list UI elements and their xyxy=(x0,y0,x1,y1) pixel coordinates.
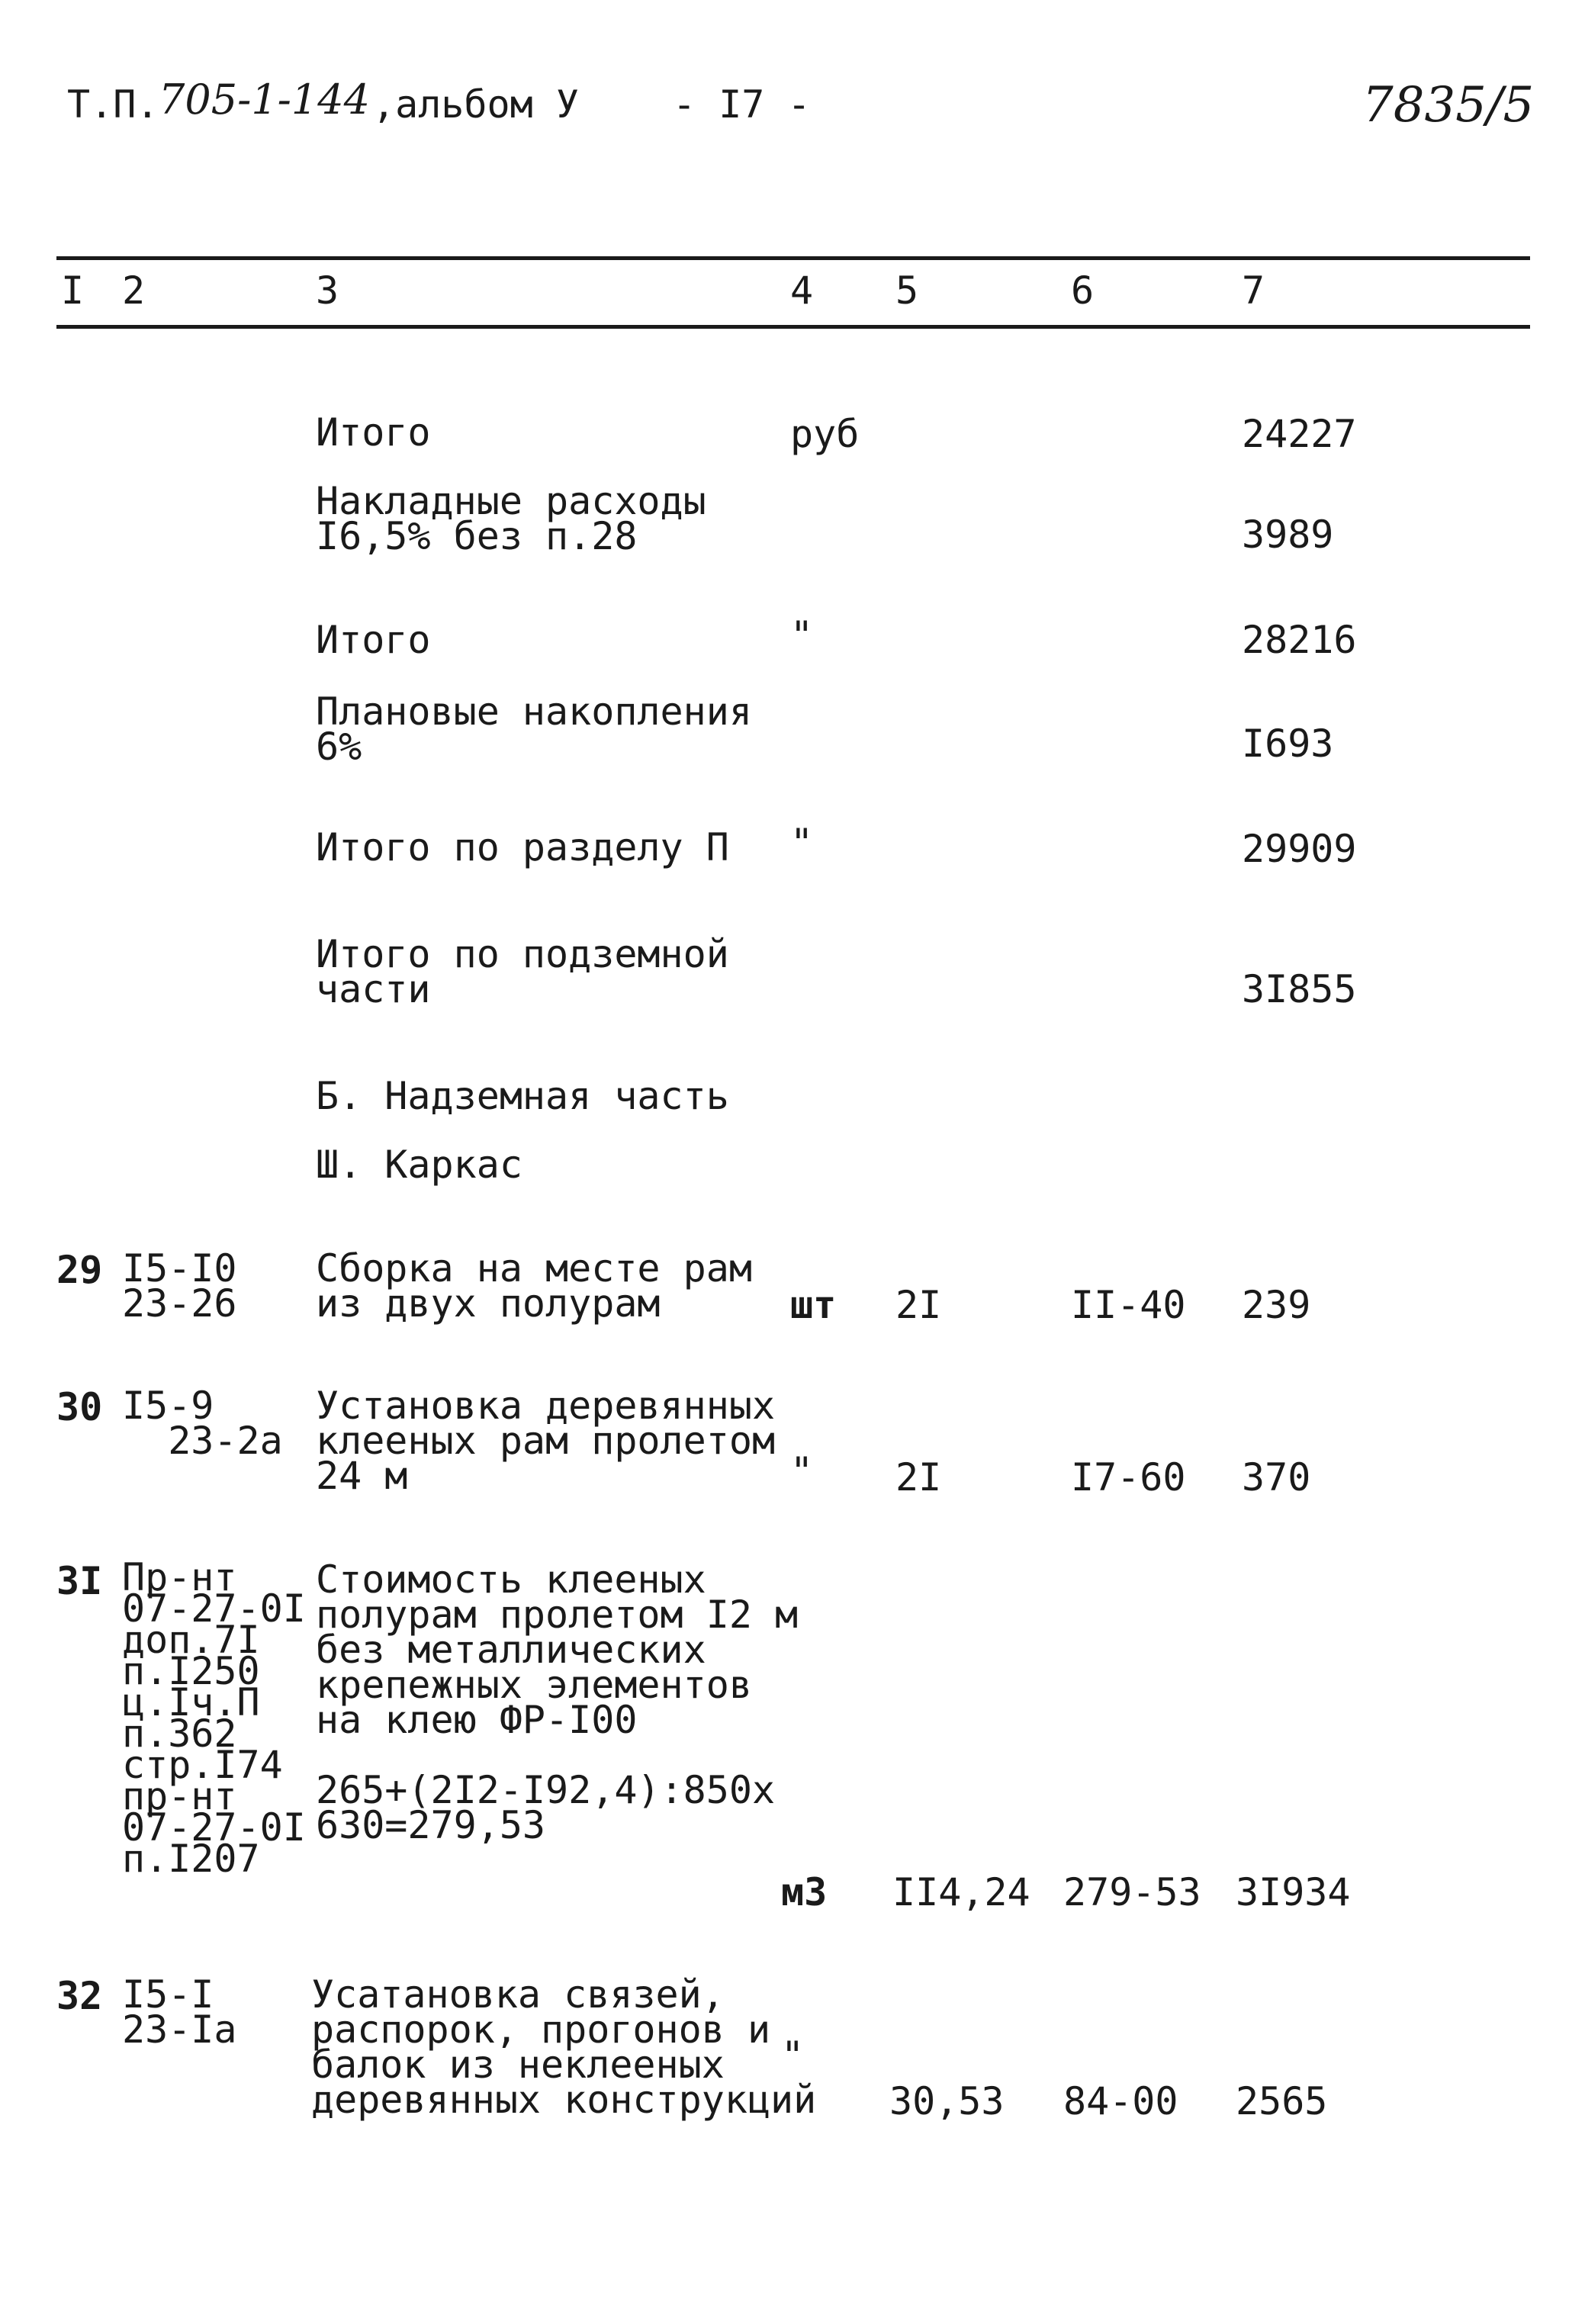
row-unit: " xyxy=(790,1449,814,1493)
row-code: I5-9 23-2а xyxy=(122,1384,283,1463)
summary-value: 24227 xyxy=(1242,412,1357,456)
column-header-6: 6 xyxy=(1071,268,1095,313)
row-quantity: 2I xyxy=(895,1283,942,1327)
row-quantity: 30,53 xyxy=(889,2079,1005,2123)
row-description: Усатановка связей, распорок, прогонов и балок из неклееных деревянных конструкций xyxy=(311,1972,817,2122)
row-description: Сборка на месте рам из двух полурам xyxy=(316,1246,752,1326)
row-price: 84-00 xyxy=(1063,2079,1178,2123)
row-number: 32 xyxy=(56,1974,103,2018)
row-number: 29 xyxy=(56,1248,103,1292)
summary-value: I693 xyxy=(1242,722,1334,766)
summary-text: Итого по разделу П xyxy=(316,825,729,869)
summary-text: Итого xyxy=(316,618,431,662)
summary-value: 28216 xyxy=(1242,618,1357,662)
row-number: 30 xyxy=(56,1385,103,1429)
column-header-7: 7 xyxy=(1242,268,1265,313)
column-header-4: 4 xyxy=(790,268,814,313)
row-description: Стоимость клееных полурам пролетом I2 м без металлических крепежных элементов на клею ФР-I00 265+(2I2-I92,4):850х 630=279,53 xyxy=(316,1557,799,1847)
row-total: 2565 xyxy=(1236,2079,1328,2123)
summary-text: Итого xyxy=(316,410,431,455)
header-prefix: Т.П. xyxy=(67,82,159,127)
section-heading: Ш. Каркас xyxy=(316,1143,522,1187)
column-header-5: 5 xyxy=(895,268,919,313)
summary-text: Плановые накопления 6% xyxy=(316,689,752,769)
summary-value: 3989 xyxy=(1242,513,1334,557)
row-quantity: 2I xyxy=(895,1455,942,1500)
row-number: 3I xyxy=(56,1559,103,1603)
column-header-2: 2 xyxy=(122,268,146,313)
column-header-1: I xyxy=(61,268,85,313)
row-unit: м3 xyxy=(781,1870,828,1914)
row-code: Пр-нт 07-27-0I доп.7I п.I250 ц.Iч.П п.362 стр.I74 пр-нт 07-27-0I п.I207 xyxy=(122,1555,306,1881)
row-total: 370 xyxy=(1242,1455,1311,1500)
row-total: 239 xyxy=(1242,1283,1311,1327)
row-price: I7-60 xyxy=(1071,1455,1186,1500)
section-heading: Б. Надземная часть xyxy=(316,1074,729,1118)
row-code: I5-I 23-Iа xyxy=(122,1972,237,2052)
album-label: ,альбом У xyxy=(372,82,579,127)
page-number: - I7 - xyxy=(673,82,811,127)
row-description: Установка деревянных клееных рам пролетом 24 м xyxy=(316,1384,776,1498)
project-number: 705-1-144 xyxy=(159,76,370,124)
summary-unit: " xyxy=(790,821,814,865)
row-total: 3I934 xyxy=(1236,1870,1351,1914)
summary-unit: " xyxy=(790,613,814,657)
row-price: II-40 xyxy=(1071,1283,1186,1327)
summary-text: Итого по подземной части xyxy=(316,932,729,1011)
summary-value: 29909 xyxy=(1242,827,1357,871)
table-top-rule xyxy=(56,256,1530,260)
row-unit: " xyxy=(781,2033,805,2078)
column-header-3: 3 xyxy=(316,268,339,313)
sheet-reference: 7835/5 xyxy=(1362,77,1535,133)
table-header-rule xyxy=(56,325,1530,329)
row-unit: шт xyxy=(790,1283,837,1327)
row-quantity: II4,24 xyxy=(892,1870,1030,1914)
row-price: 279-53 xyxy=(1063,1870,1201,1914)
summary-value: 3I855 xyxy=(1242,967,1357,1011)
summary-text: Накладные расходы I6,5% без п.28 xyxy=(316,479,706,558)
row-code: I5-I0 23-26 xyxy=(122,1246,237,1326)
summary-unit: руб xyxy=(790,412,860,456)
